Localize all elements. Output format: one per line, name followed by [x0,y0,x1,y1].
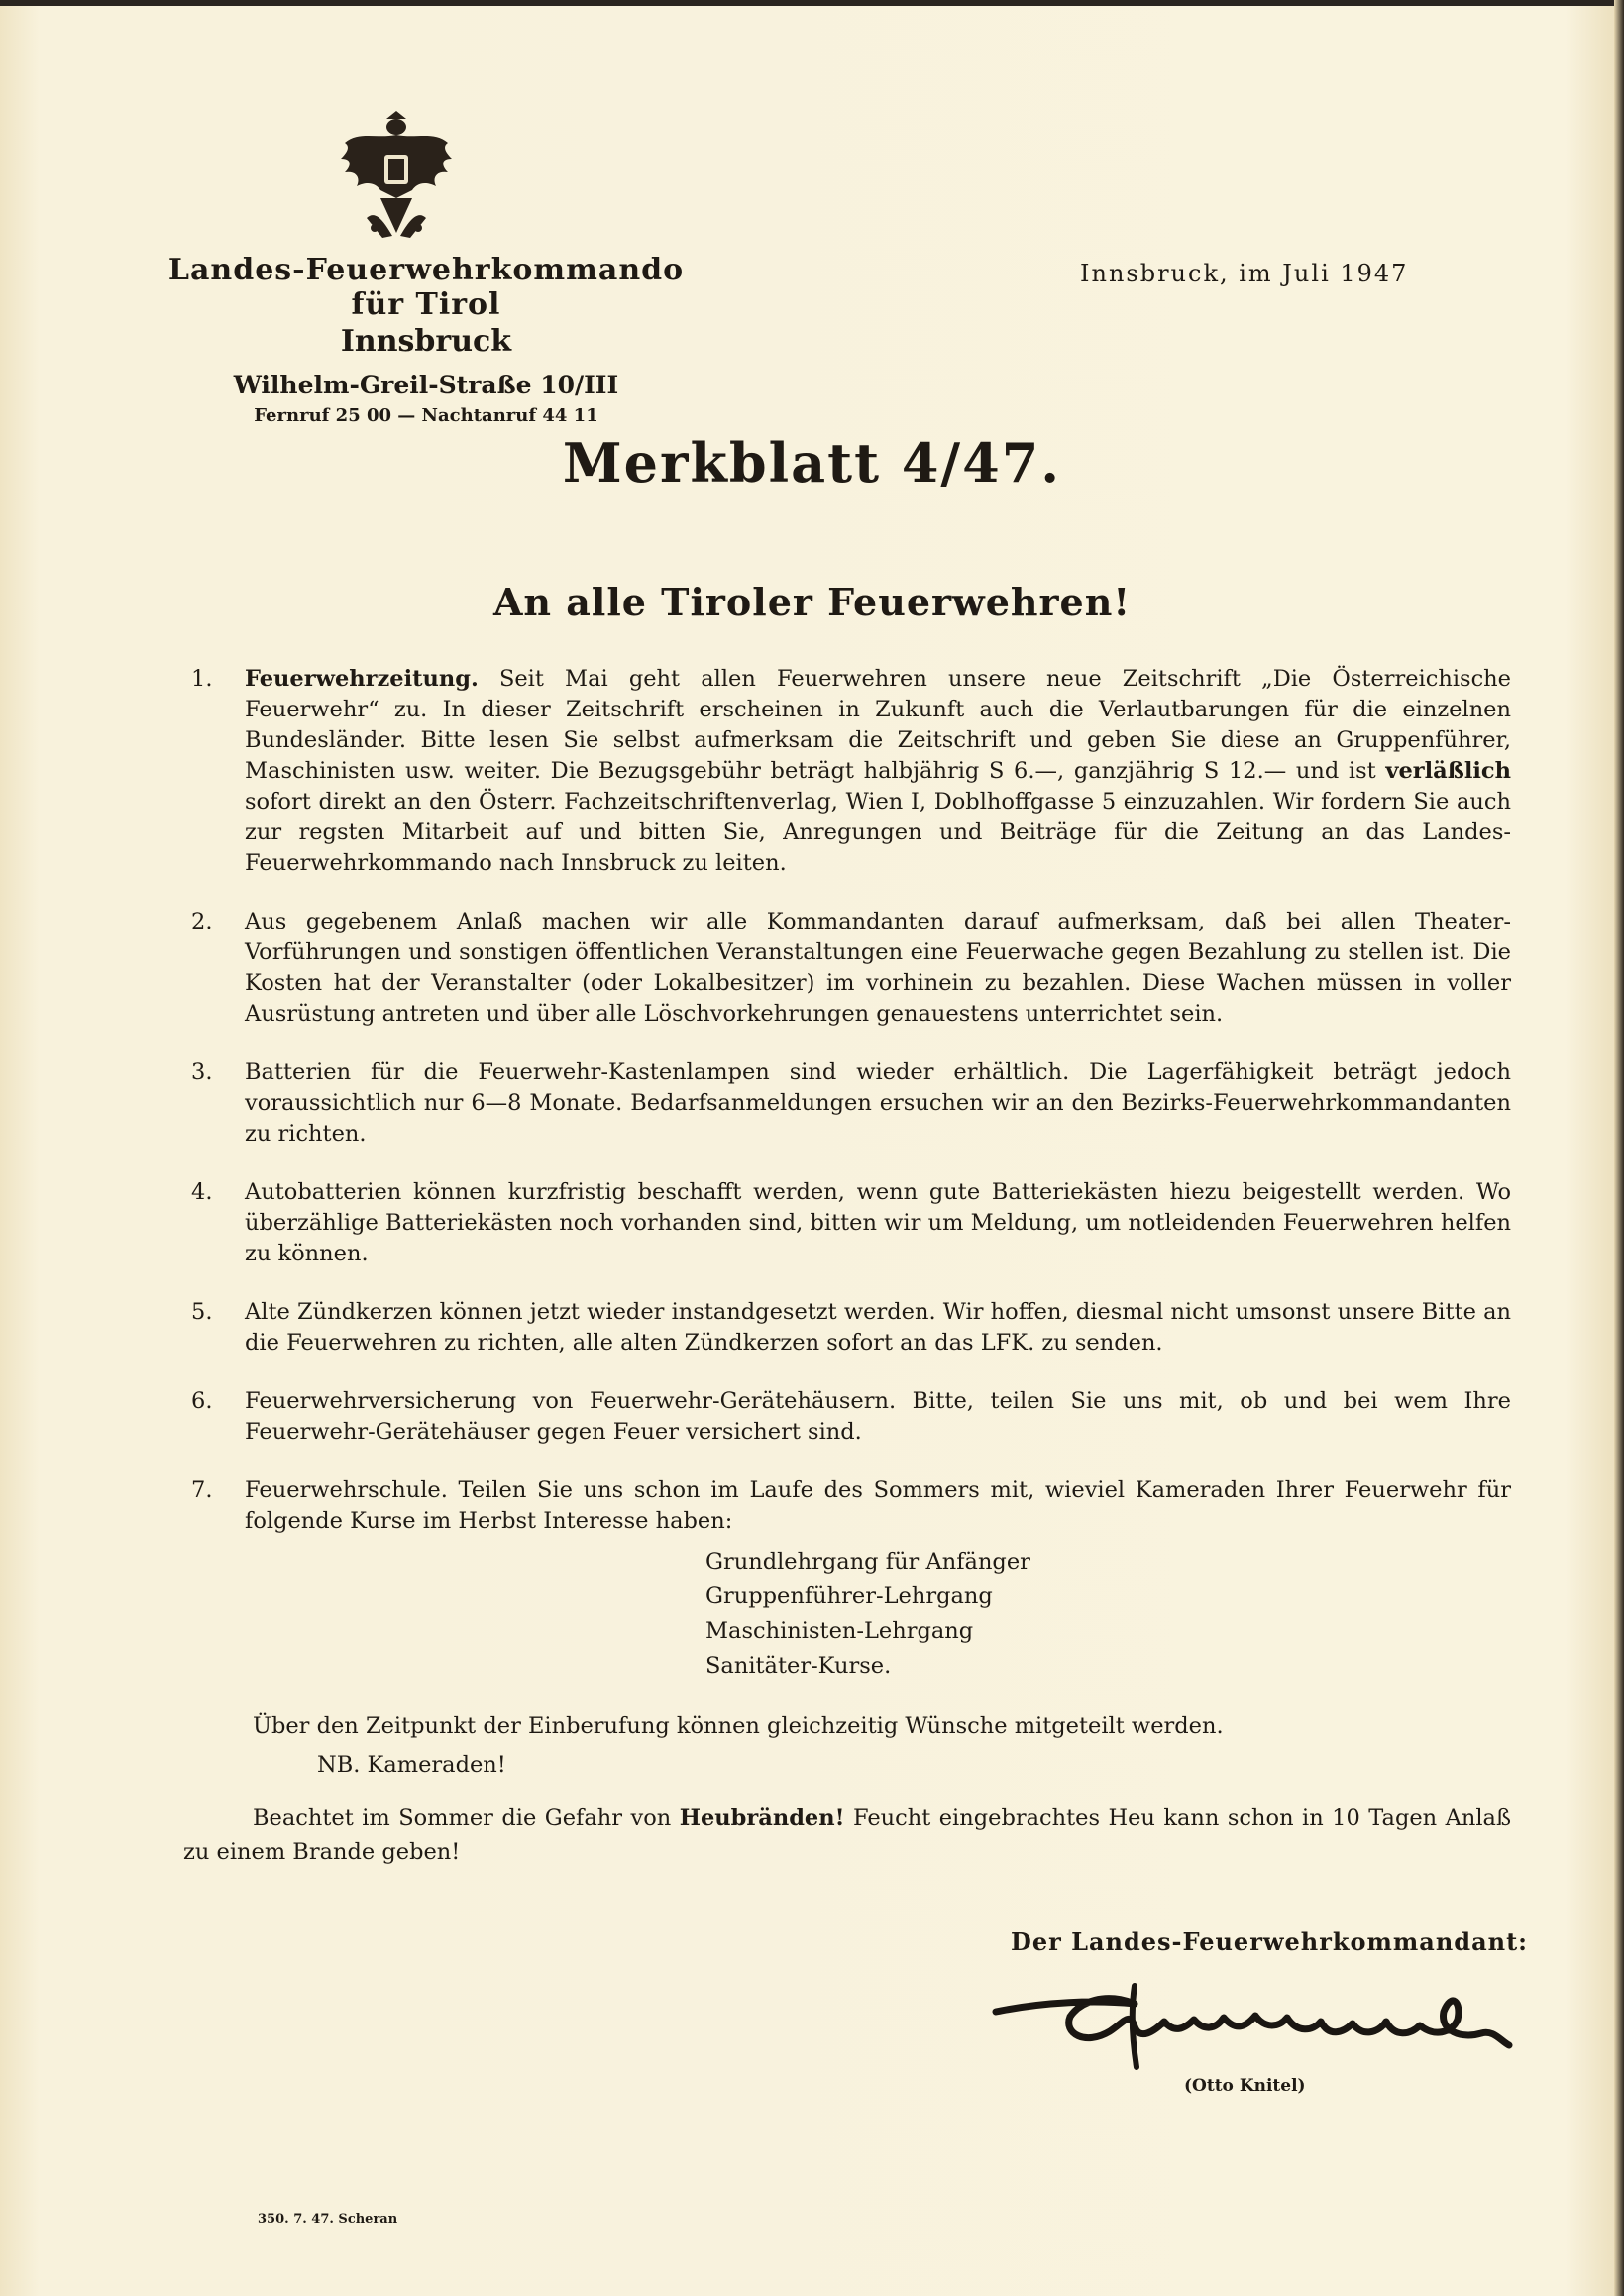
eagle-emblem-icon [337,109,456,243]
scan-edge-right [1614,0,1624,2296]
item-number: 6. [191,1388,213,1414]
warning-text: Beachtet im Sommer die Gefahr von [253,1805,680,1831]
document-title: Merkblatt 4/47. [562,431,1062,494]
item-text: Seit Mai geht allen Feuerwehren unsere neue Zeitschrift „Die Österreichische Feuerwehr“ zu. In dieser Zeitschrift erscheinen in Zukunft auch die Verlautbarungen für die einzelnen Bundesländer. Bitte lesen Sie selbst aufmerksam die Zeitschrift und geben Sie diese an Gruppenführer, Maschinisten usw. weiter. Die Bezugsgebühr beträgt halbjährig S 6.—, ganzjährig S 12.— und ist [245,666,1511,784]
hay-fire-warning [183,1802,1511,1869]
course-item: Maschinisten-Lehrgang [705,1618,974,1644]
item-number: 4. [191,1179,213,1205]
course-item: Grundlehrgang für Anfänger [705,1549,1030,1575]
warning-emphasis: Heubränden! [679,1805,845,1831]
notice-item-6 [183,1386,1511,1448]
place-date: Innsbruck, im Juli 1947 [1080,260,1409,287]
item-text: Autobatterien können kurzfristig beschafft werden, wenn gute Batteriekästen hiezu beigestellt werden. Wo überzählige Batteriekästen noch vorhanden sind, bitten wir um Meldung, um notleidenden Feuerwehren helfen zu können. [245,1179,1511,1266]
notice-item-4 [183,1177,1511,1269]
item-text: Feuerwehrschule. Teilen Sie uns schon im Laufe des Sommers mit, wieviel Kameraden Ihrer Feuerwehr für folgende Kurse im Herbst Interesse haben: [245,1477,1511,1534]
document-subtitle: An alle Tiroler Feuerwehren! [492,580,1132,624]
item-text: Feuerwehrversicherung von Feuerwehr-Gerätehäusern. Bitte, teilen Sie uns mit, ob und bei wem Ihre Feuerwehr-Gerätehäuser gegen Feuer versichert sind. [245,1388,1511,1445]
item-body [245,664,1511,879]
notice-item-5 [183,1297,1511,1359]
course-list [245,1545,1511,1684]
item-number: 2. [191,909,213,934]
item-number: 7. [191,1477,213,1503]
item-number: 3. [191,1059,213,1085]
letterhead-organization: Landes-Feuerwehrkommando für Tirol [167,253,685,322]
notice-list [183,664,1511,1742]
scan-edge-top [0,0,1624,6]
item-text: Alte Zündkerzen können jetzt wieder instandgesetzt werden. Wir hoffen, diesmal nicht umsonst unsere Bitte an die Feuerwehren zu richten, alle alten Zündkerzen sofort an das LFK. zu senden. [245,1299,1511,1356]
item-text: Aus gegebenem Anlaß machen wir alle Kommandanten darauf aufmerksam, daß bei allen Theater-Vorführungen und sonstigen öffentlichen Veranstaltungen eine Feuerwache gegen Bezahlung zu stellen ist. Die Kosten hat der Veranstalter (oder Lokalbesitzer) im vorhinein zu bezahlen. Diese Wachen müssen in voller Ausrüstung antreten und über alle Löschvorkehrungen genauestens unterrichtet sein. [245,909,1511,1027]
handwritten-signature [986,1972,1521,2091]
signatory-name: (Otto Knitel) [1184,2076,1306,2096]
item-text-cont: sofort direkt an den Österr. Fachzeitschriftenverlag, Wien I, Doblhoffgasse 5 einzuzahlen. Wir fordern Sie auch zur regsten Mitarbeit auf und bitten Sie, Anregungen und Beiträge für die Zeitung an das Landes-Feuerwehrkommando nach Innsbruck zu leiten. [245,789,1511,876]
item-number: 5. [191,1299,213,1325]
warning-text-cont: Feucht eingebrachtes Heu kann schon in 10 Tagen Anlaß zu einem Brande geben! [183,1805,1512,1865]
course-item: Gruppenführer-Lehrgang [705,1584,993,1609]
notice-item-2 [183,907,1511,1030]
letterhead-phone: Fernruf 25 00 — Nachtanruf 44 11 [254,405,598,426]
notice-item-7 [183,1476,1511,1684]
print-reference: 350. 7. 47. Scheran [258,2212,398,2227]
nb-heading: NB. Kameraden! [317,1752,506,1778]
item-body [245,1476,1511,1684]
course-note: Über den Zeitpunkt der Einberufung können gleichzeitig Wünsche mitgeteilt werden. [253,1713,1224,1739]
item-heading: Feuerwehrzeitung. [245,666,479,692]
notice-item-3 [183,1057,1511,1149]
signatory-role: Der Landes-Feuerwehrkommandant: [1011,1927,1529,1956]
item-text: Batterien für die Feuerwehr-Kastenlampen sind wieder erhältlich. Die Lagerfähigkeit beträgt jedoch voraussichtlich nur 6—8 Monate. Bedarfsanmeldungen ersuchen wir an den Bezirks-Feuerwehrkommandanten zu richten. [245,1059,1511,1147]
course-item: Sanitäter-Kurse. [705,1653,892,1679]
item-number: 1. [191,666,213,692]
letterhead [139,253,713,426]
letterhead-street: Wilhelm-Greil-Straße 10/III [233,371,619,399]
notice-item-1 [183,664,1511,879]
item-emphasis: verläßlich [1385,758,1511,784]
letterhead-city: Innsbruck [340,324,512,359]
